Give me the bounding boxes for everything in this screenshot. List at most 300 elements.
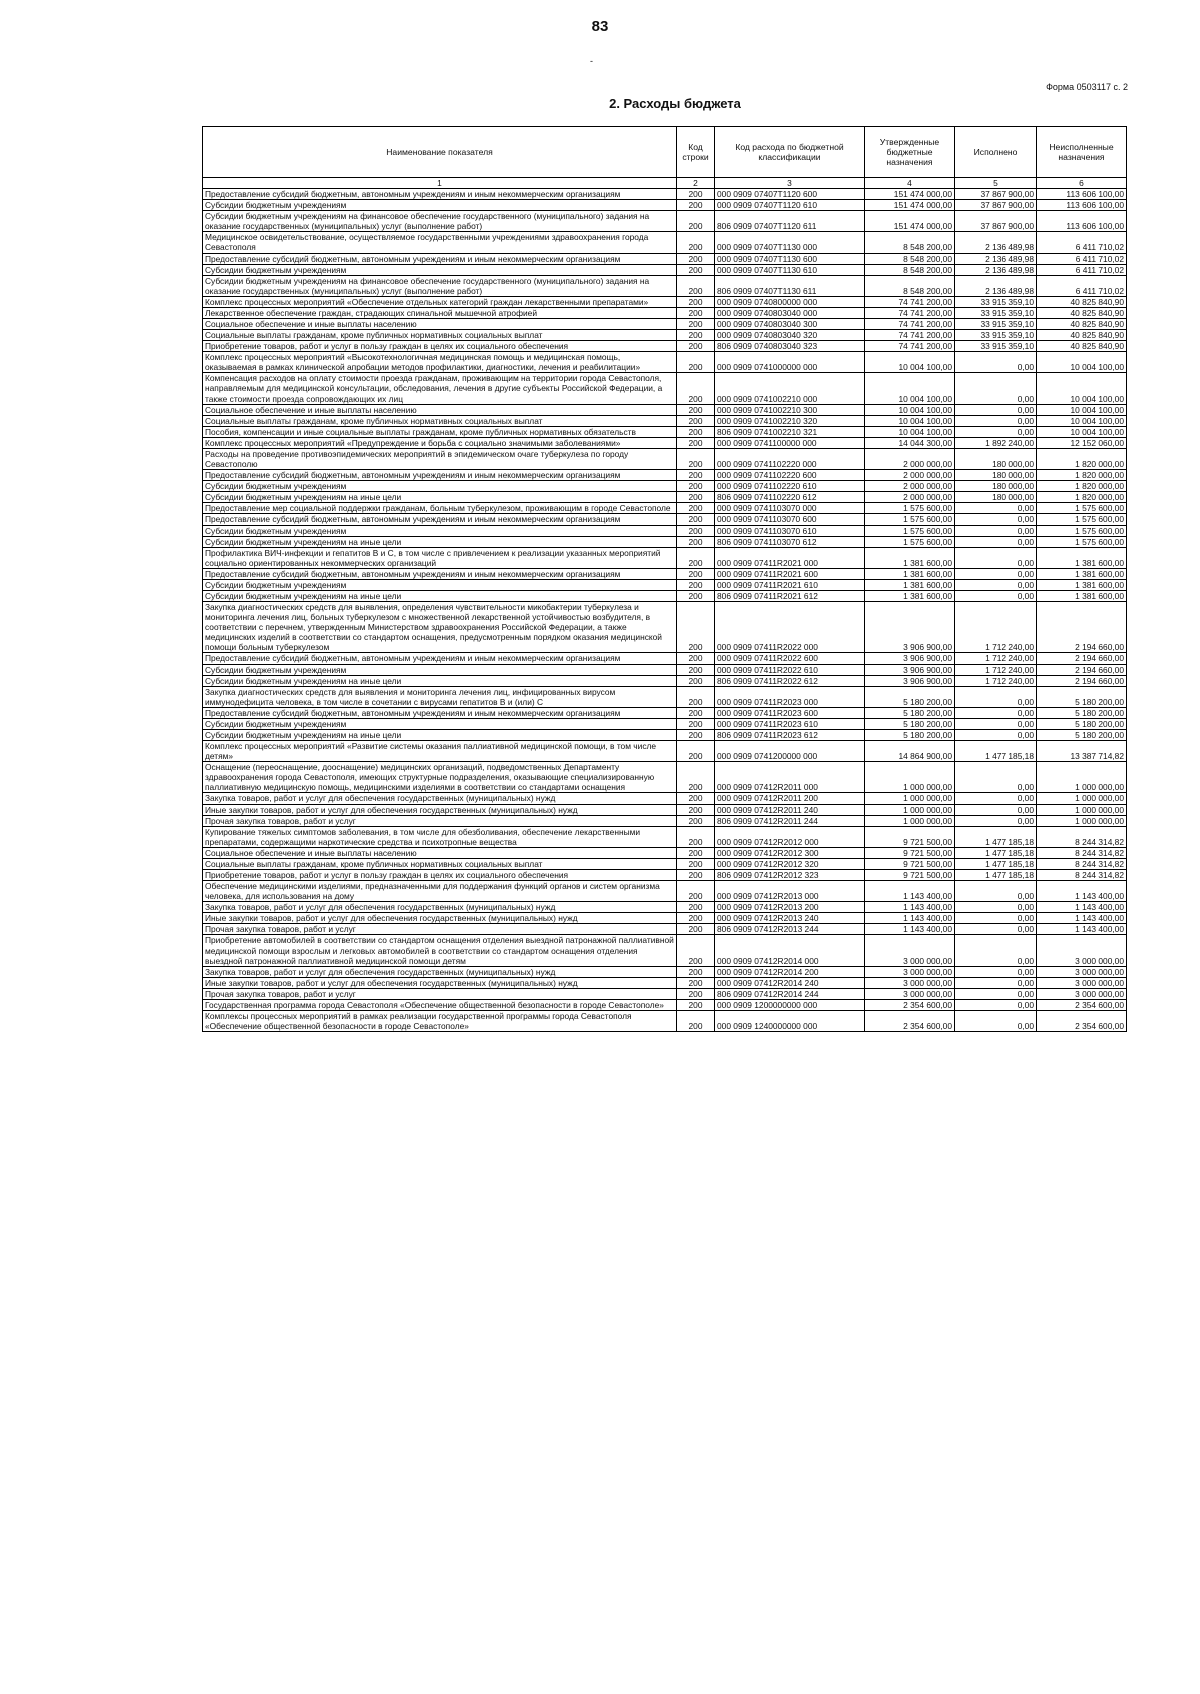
table-row xyxy=(203,232,1127,253)
row-line-code: 200 xyxy=(677,793,715,804)
row-unexecuted: 5 180 200,00 xyxy=(1037,686,1127,707)
row-line-code: 200 xyxy=(677,264,715,275)
row-approved: 10 004 100,00 xyxy=(865,415,955,426)
table-row xyxy=(203,448,1127,469)
row-classification-code: 000 0909 0741103070 000 xyxy=(715,503,865,514)
row-approved: 74 741 200,00 xyxy=(865,330,955,341)
row-executed: 1 892 240,00 xyxy=(955,437,1037,448)
row-executed: 0,00 xyxy=(955,913,1037,924)
row-line-code: 200 xyxy=(677,404,715,415)
row-unexecuted: 13 387 714,82 xyxy=(1037,741,1127,762)
row-name: Субсидии бюджетным учреждениям xyxy=(203,664,677,675)
row-name: Профилактика ВИЧ-инфекции и гепатитов В и С, в том числе с привлечением к реализации указанных мероприятий социально ориентированных некоммерческих организаций xyxy=(203,547,677,568)
table-row xyxy=(203,793,1127,804)
table-row xyxy=(203,470,1127,481)
row-name: Субсидии бюджетным учреждениям на иные цели xyxy=(203,590,677,601)
row-classification-code: 000 0909 07407Т1130 000 xyxy=(715,232,865,253)
table-row xyxy=(203,319,1127,330)
row-executed: 180 000,00 xyxy=(955,470,1037,481)
table-row xyxy=(203,568,1127,579)
table-row xyxy=(203,296,1127,307)
row-executed: 0,00 xyxy=(955,966,1037,977)
table-row xyxy=(203,729,1127,740)
row-unexecuted: 40 825 840,90 xyxy=(1037,341,1127,352)
row-executed: 0,00 xyxy=(955,547,1037,568)
row-approved: 1 381 600,00 xyxy=(865,579,955,590)
table-row xyxy=(203,977,1127,988)
row-name: Субсидии бюджетным учреждениям xyxy=(203,579,677,590)
row-name: Предоставление субсидий бюджетным, автономным учреждениям и иным некоммерческим организациям xyxy=(203,189,677,200)
row-unexecuted: 5 180 200,00 xyxy=(1037,707,1127,718)
row-executed: 1 712 240,00 xyxy=(955,664,1037,675)
row-unexecuted: 3 000 000,00 xyxy=(1037,988,1127,999)
row-line-code: 200 xyxy=(677,935,715,966)
row-classification-code: 000 0909 0741100000 000 xyxy=(715,437,865,448)
row-approved: 74 741 200,00 xyxy=(865,341,955,352)
table-row xyxy=(203,200,1127,211)
row-name: Субсидии бюджетным учреждениям xyxy=(203,481,677,492)
row-approved: 10 004 100,00 xyxy=(865,373,955,404)
row-unexecuted: 5 180 200,00 xyxy=(1037,718,1127,729)
row-executed: 0,00 xyxy=(955,762,1037,793)
row-approved: 1 143 400,00 xyxy=(865,881,955,902)
row-name: Комплекс процессных мероприятий «Развитие системы оказания паллиативной медицинской помощи, в том числе детям» xyxy=(203,741,677,762)
row-unexecuted: 1 000 000,00 xyxy=(1037,762,1127,793)
row-name: Субсидии бюджетным учреждениям xyxy=(203,525,677,536)
table-row xyxy=(203,503,1127,514)
row-classification-code: 000 0909 07412R2013 000 xyxy=(715,881,865,902)
row-approved: 3 000 000,00 xyxy=(865,977,955,988)
table-row xyxy=(203,264,1127,275)
table-row xyxy=(203,590,1127,601)
row-approved: 5 180 200,00 xyxy=(865,686,955,707)
row-unexecuted: 5 180 200,00 xyxy=(1037,729,1127,740)
row-executed: 0,00 xyxy=(955,536,1037,547)
row-approved: 74 741 200,00 xyxy=(865,296,955,307)
row-line-code: 200 xyxy=(677,847,715,858)
table-row xyxy=(203,536,1127,547)
row-approved: 9 721 500,00 xyxy=(865,847,955,858)
row-approved: 1 000 000,00 xyxy=(865,762,955,793)
row-executed: 180 000,00 xyxy=(955,481,1037,492)
row-approved: 10 004 100,00 xyxy=(865,352,955,373)
form-code: Форма 0503117 с. 2 xyxy=(1046,82,1128,92)
row-executed: 0,00 xyxy=(955,426,1037,437)
row-line-code: 200 xyxy=(677,189,715,200)
row-approved: 1 575 600,00 xyxy=(865,514,955,525)
row-classification-code: 000 0909 07411R2021 610 xyxy=(715,579,865,590)
row-name: Комплексы процессных мероприятий в рамках реализации государственной программы города Севастополя «Обеспечение общественной безопасности в городе Севастополе» xyxy=(203,1011,677,1032)
row-line-code: 200 xyxy=(677,590,715,601)
row-executed: 0,00 xyxy=(955,514,1037,525)
column-number: 2 xyxy=(677,178,715,189)
row-executed: 2 136 489,98 xyxy=(955,232,1037,253)
row-name: Предоставление субсидий бюджетным, автономным учреждениям и иным некоммерческим организациям xyxy=(203,653,677,664)
row-classification-code: 000 0909 0740803040 000 xyxy=(715,307,865,318)
row-classification-code: 000 0909 07412R2011 240 xyxy=(715,804,865,815)
table-row xyxy=(203,579,1127,590)
row-approved: 14 044 300,00 xyxy=(865,437,955,448)
row-line-code: 200 xyxy=(677,686,715,707)
row-line-code: 200 xyxy=(677,253,715,264)
row-name: Оснащение (переоснащение, дооснащение) медицинских организаций, подведомственных Департаменту здравоохранения города Севастополя, имеющих структурные подразделения, оказывающие специализированную паллиативную медицинскую помощь, медицинскими изделиями в соответствии со стандартами оснащения xyxy=(203,762,677,793)
row-line-code: 200 xyxy=(677,988,715,999)
row-line-code: 200 xyxy=(677,514,715,525)
row-classification-code: 000 0909 07412R2011 200 xyxy=(715,793,865,804)
row-approved: 1 575 600,00 xyxy=(865,503,955,514)
table-row xyxy=(203,870,1127,881)
row-unexecuted: 8 244 314,82 xyxy=(1037,847,1127,858)
row-executed: 2 136 489,98 xyxy=(955,275,1037,296)
row-line-code: 200 xyxy=(677,275,715,296)
row-executed: 0,00 xyxy=(955,686,1037,707)
table-row xyxy=(203,653,1127,664)
row-approved: 1 381 600,00 xyxy=(865,568,955,579)
row-line-code: 200 xyxy=(677,437,715,448)
row-executed: 1 477 185,18 xyxy=(955,826,1037,847)
row-executed: 1 477 185,18 xyxy=(955,870,1037,881)
row-executed: 37 867 900,00 xyxy=(955,211,1037,232)
table-row xyxy=(203,514,1127,525)
row-line-code: 200 xyxy=(677,307,715,318)
header-unexecuted: Неисполненные назначения xyxy=(1037,127,1127,178)
row-line-code: 200 xyxy=(677,232,715,253)
row-approved: 5 180 200,00 xyxy=(865,729,955,740)
row-approved: 3 906 900,00 xyxy=(865,675,955,686)
row-line-code: 200 xyxy=(677,815,715,826)
row-name: Субсидии бюджетным учреждениям на иные цели xyxy=(203,536,677,547)
row-line-code: 200 xyxy=(677,568,715,579)
table-row xyxy=(203,189,1127,200)
table-row xyxy=(203,858,1127,869)
row-classification-code: 000 0909 0741102220 600 xyxy=(715,470,865,481)
row-approved: 3 000 000,00 xyxy=(865,935,955,966)
page-mark: - xyxy=(590,56,593,66)
row-unexecuted: 12 152 060,00 xyxy=(1037,437,1127,448)
row-unexecuted: 40 825 840,90 xyxy=(1037,296,1127,307)
row-approved: 2 354 600,00 xyxy=(865,999,955,1010)
table-body xyxy=(203,189,1127,1032)
table-row xyxy=(203,815,1127,826)
row-unexecuted: 2 194 660,00 xyxy=(1037,675,1127,686)
row-name: Приобретение товаров, работ и услуг в пользу граждан в целях их социального обеспечения xyxy=(203,341,677,352)
row-approved: 8 548 200,00 xyxy=(865,275,955,296)
row-approved: 8 548 200,00 xyxy=(865,264,955,275)
row-approved: 3 906 900,00 xyxy=(865,602,955,653)
row-executed: 37 867 900,00 xyxy=(955,200,1037,211)
row-line-code: 200 xyxy=(677,547,715,568)
column-number-row xyxy=(203,178,1127,189)
row-classification-code: 000 0909 1240000000 000 xyxy=(715,1011,865,1032)
row-name: Прочая закупка товаров, работ и услуг xyxy=(203,815,677,826)
row-classification-code: 806 0909 07412R2011 244 xyxy=(715,815,865,826)
row-classification-code: 000 0909 07411R2021 600 xyxy=(715,568,865,579)
expenditure-table xyxy=(202,126,1127,1032)
table-row xyxy=(203,602,1127,653)
row-executed: 1 477 185,18 xyxy=(955,847,1037,858)
row-approved: 10 004 100,00 xyxy=(865,426,955,437)
header-classification-code: Код расхода по бюджетной классификации xyxy=(715,127,865,178)
row-classification-code: 806 0909 0741002210 321 xyxy=(715,426,865,437)
row-approved: 1 575 600,00 xyxy=(865,536,955,547)
row-line-code: 200 xyxy=(677,924,715,935)
row-unexecuted: 2 194 660,00 xyxy=(1037,664,1127,675)
row-executed: 33 915 359,10 xyxy=(955,319,1037,330)
row-executed: 2 136 489,98 xyxy=(955,253,1037,264)
table-row xyxy=(203,253,1127,264)
row-name: Расходы на проведение противоэпидемических мероприятий в эпидемическом очаге туберкулеза по городу Севастополю xyxy=(203,448,677,469)
row-classification-code: 000 0909 0741103070 600 xyxy=(715,514,865,525)
row-classification-code: 806 0909 07411R2021 612 xyxy=(715,590,865,601)
row-line-code: 200 xyxy=(677,200,715,211)
row-executed: 1 477 185,18 xyxy=(955,741,1037,762)
row-classification-code: 806 0909 07411R2023 612 xyxy=(715,729,865,740)
row-approved: 1 143 400,00 xyxy=(865,924,955,935)
row-line-code: 200 xyxy=(677,602,715,653)
row-classification-code: 000 0909 07411R2023 610 xyxy=(715,718,865,729)
row-classification-code: 000 0909 1200000000 000 xyxy=(715,999,865,1010)
row-name: Социальное обеспечение и иные выплаты населению xyxy=(203,847,677,858)
row-executed: 37 867 900,00 xyxy=(955,189,1037,200)
row-executed: 0,00 xyxy=(955,793,1037,804)
row-line-code: 200 xyxy=(677,741,715,762)
row-executed: 0,00 xyxy=(955,590,1037,601)
row-approved: 2 000 000,00 xyxy=(865,448,955,469)
row-unexecuted: 40 825 840,90 xyxy=(1037,330,1127,341)
row-unexecuted: 113 606 100,00 xyxy=(1037,211,1127,232)
table-row xyxy=(203,675,1127,686)
row-name: Иные закупки товаров, работ и услуг для обеспечения государственных (муниципальных) нужд xyxy=(203,913,677,924)
column-number: 5 xyxy=(955,178,1037,189)
row-line-code: 200 xyxy=(677,664,715,675)
row-unexecuted: 1 143 400,00 xyxy=(1037,924,1127,935)
row-executed: 1 712 240,00 xyxy=(955,675,1037,686)
row-classification-code: 000 0909 07407Т1130 610 xyxy=(715,264,865,275)
table-row xyxy=(203,847,1127,858)
row-name: Купирование тяжелых симптомов заболевания, в том числе для обезболивания, обеспечение лекарственными препаратами, содержащими наркотические средства и психотропные вещества xyxy=(203,826,677,847)
row-unexecuted: 2 354 600,00 xyxy=(1037,999,1127,1010)
row-unexecuted: 40 825 840,90 xyxy=(1037,319,1127,330)
row-executed: 0,00 xyxy=(955,815,1037,826)
table-row xyxy=(203,924,1127,935)
row-name: Комплекс процессных мероприятий «Обеспечение отдельных категорий граждан лекарственными препаратами» xyxy=(203,296,677,307)
row-name: Социальное обеспечение и иные выплаты населению xyxy=(203,404,677,415)
row-name: Закупка диагностических средств для выявления и мониторинга лечения лиц, инфицированных вирусом иммунодефицита человека, в том числе в сочетании с вирусами гепатитов В и (или) С xyxy=(203,686,677,707)
column-number: 3 xyxy=(715,178,865,189)
row-executed: 33 915 359,10 xyxy=(955,341,1037,352)
row-executed: 0,00 xyxy=(955,718,1037,729)
table-row xyxy=(203,686,1127,707)
table-row xyxy=(203,966,1127,977)
row-classification-code: 806 0909 0740803040 323 xyxy=(715,341,865,352)
row-executed: 1 477 185,18 xyxy=(955,858,1037,869)
row-approved: 1 575 600,00 xyxy=(865,525,955,536)
row-line-code: 200 xyxy=(677,902,715,913)
row-executed: 180 000,00 xyxy=(955,448,1037,469)
table-row xyxy=(203,718,1127,729)
row-unexecuted: 6 411 710,02 xyxy=(1037,253,1127,264)
row-name: Обеспечение медицинскими изделиями, предназначенными для поддержания функций органов и систем организма человека, для использования на дому xyxy=(203,881,677,902)
row-name: Предоставление мер социальной поддержки гражданам, больным туберкулезом, проживающим в городе Севастополе xyxy=(203,503,677,514)
row-classification-code: 000 0909 07411R2022 610 xyxy=(715,664,865,675)
row-unexecuted: 1 820 000,00 xyxy=(1037,470,1127,481)
row-line-code: 200 xyxy=(677,492,715,503)
row-executed: 0,00 xyxy=(955,579,1037,590)
row-name: Предоставление субсидий бюджетным, автономным учреждениям и иным некоммерческим организациям xyxy=(203,568,677,579)
row-unexecuted: 2 194 660,00 xyxy=(1037,653,1127,664)
row-unexecuted: 1 381 600,00 xyxy=(1037,547,1127,568)
table-row xyxy=(203,988,1127,999)
row-executed: 2 136 489,98 xyxy=(955,264,1037,275)
header-executed: Исполнено xyxy=(955,127,1037,178)
table-row xyxy=(203,804,1127,815)
row-line-code: 200 xyxy=(677,718,715,729)
table-row xyxy=(203,762,1127,793)
row-name: Субсидии бюджетным учреждениям на иные цели xyxy=(203,492,677,503)
row-line-code: 200 xyxy=(677,707,715,718)
row-classification-code: 000 0909 07411R2022 600 xyxy=(715,653,865,664)
row-name: Закупка товаров, работ и услуг для обеспечения государственных (муниципальных) нужд xyxy=(203,966,677,977)
row-unexecuted: 6 411 710,02 xyxy=(1037,275,1127,296)
row-classification-code: 806 0909 0741103070 612 xyxy=(715,536,865,547)
table-row xyxy=(203,426,1127,437)
row-executed: 0,00 xyxy=(955,707,1037,718)
row-approved: 2 354 600,00 xyxy=(865,1011,955,1032)
row-classification-code: 000 0909 0741102220 610 xyxy=(715,481,865,492)
header-approved: Утвержденные бюджетные назначения xyxy=(865,127,955,178)
row-executed: 0,00 xyxy=(955,902,1037,913)
row-executed: 0,00 xyxy=(955,352,1037,373)
column-number: 4 xyxy=(865,178,955,189)
row-name: Иные закупки товаров, работ и услуг для обеспечения государственных (муниципальных) нужд xyxy=(203,977,677,988)
row-line-code: 200 xyxy=(677,319,715,330)
table-row xyxy=(203,547,1127,568)
row-line-code: 200 xyxy=(677,503,715,514)
table-row xyxy=(203,913,1127,924)
row-approved: 1 143 400,00 xyxy=(865,902,955,913)
row-unexecuted: 10 004 100,00 xyxy=(1037,373,1127,404)
row-name: Социальные выплаты гражданам, кроме публичных нормативных социальных выплат xyxy=(203,330,677,341)
table-row xyxy=(203,826,1127,847)
table-row xyxy=(203,999,1127,1010)
row-classification-code: 806 0909 07412R2013 244 xyxy=(715,924,865,935)
row-name: Социальные выплаты гражданам, кроме публичных нормативных социальных выплат xyxy=(203,858,677,869)
row-name: Лекарственное обеспечение граждан, страдающих спинальной мышечной атрофией xyxy=(203,307,677,318)
row-approved: 9 721 500,00 xyxy=(865,870,955,881)
row-unexecuted: 1 575 600,00 xyxy=(1037,514,1127,525)
row-classification-code: 000 0909 0740803040 300 xyxy=(715,319,865,330)
row-approved: 1 381 600,00 xyxy=(865,590,955,601)
row-executed: 0,00 xyxy=(955,988,1037,999)
row-unexecuted: 10 004 100,00 xyxy=(1037,404,1127,415)
table-row xyxy=(203,307,1127,318)
row-name: Закупка товаров, работ и услуг для обеспечения государственных (муниципальных) нужд xyxy=(203,902,677,913)
table-row xyxy=(203,741,1127,762)
row-line-code: 200 xyxy=(677,826,715,847)
row-line-code: 200 xyxy=(677,296,715,307)
row-approved: 151 474 000,00 xyxy=(865,200,955,211)
row-name: Предоставление субсидий бюджетным, автономным учреждениям и иным некоммерческим организациям xyxy=(203,707,677,718)
row-unexecuted: 113 606 100,00 xyxy=(1037,200,1127,211)
row-executed: 0,00 xyxy=(955,404,1037,415)
table-row xyxy=(203,525,1127,536)
table-row xyxy=(203,275,1127,296)
row-line-code: 200 xyxy=(677,352,715,373)
row-line-code: 200 xyxy=(677,804,715,815)
row-approved: 1 000 000,00 xyxy=(865,793,955,804)
row-approved: 151 474 000,00 xyxy=(865,211,955,232)
row-classification-code: 000 0909 07411R2022 000 xyxy=(715,602,865,653)
row-executed: 33 915 359,10 xyxy=(955,330,1037,341)
row-line-code: 200 xyxy=(677,470,715,481)
row-classification-code: 000 0909 07412R2013 200 xyxy=(715,902,865,913)
row-classification-code: 000 0909 07412R2012 300 xyxy=(715,847,865,858)
row-executed: 1 712 240,00 xyxy=(955,602,1037,653)
table-row xyxy=(203,415,1127,426)
row-name: Социальное обеспечение и иные выплаты населению xyxy=(203,319,677,330)
row-executed: 33 915 359,10 xyxy=(955,296,1037,307)
row-executed: 0,00 xyxy=(955,415,1037,426)
row-classification-code: 000 0909 07412R2012 000 xyxy=(715,826,865,847)
row-executed: 0,00 xyxy=(955,373,1037,404)
row-unexecuted: 1 575 600,00 xyxy=(1037,536,1127,547)
row-classification-code: 000 0909 07412R2011 000 xyxy=(715,762,865,793)
row-unexecuted: 3 000 000,00 xyxy=(1037,966,1127,977)
page-number: 83 xyxy=(591,18,609,35)
table-row xyxy=(203,935,1127,966)
row-executed: 0,00 xyxy=(955,729,1037,740)
row-executed: 0,00 xyxy=(955,977,1037,988)
row-approved: 1 381 600,00 xyxy=(865,547,955,568)
row-line-code: 200 xyxy=(677,525,715,536)
row-line-code: 200 xyxy=(677,426,715,437)
row-approved: 9 721 500,00 xyxy=(865,826,955,847)
row-line-code: 200 xyxy=(677,870,715,881)
table-row xyxy=(203,492,1127,503)
row-classification-code: 000 0909 07412R2013 240 xyxy=(715,913,865,924)
row-classification-code: 000 0909 07412R2014 000 xyxy=(715,935,865,966)
row-unexecuted: 8 244 314,82 xyxy=(1037,870,1127,881)
row-classification-code: 000 0909 0741002210 300 xyxy=(715,404,865,415)
row-unexecuted: 10 004 100,00 xyxy=(1037,426,1127,437)
row-approved: 8 548 200,00 xyxy=(865,253,955,264)
row-line-code: 200 xyxy=(677,762,715,793)
row-approved: 74 741 200,00 xyxy=(865,319,955,330)
row-executed: 0,00 xyxy=(955,924,1037,935)
row-classification-code: 000 0909 0741200000 000 xyxy=(715,741,865,762)
row-name: Приобретение товаров, работ и услуг в пользу граждан в целях их социального обеспечения xyxy=(203,870,677,881)
row-unexecuted: 6 411 710,02 xyxy=(1037,232,1127,253)
row-classification-code: 806 0909 07407Т1130 611 xyxy=(715,275,865,296)
row-line-code: 200 xyxy=(677,913,715,924)
table-row xyxy=(203,341,1127,352)
row-classification-code: 000 0909 0741103070 610 xyxy=(715,525,865,536)
row-classification-code: 000 0909 0740803040 320 xyxy=(715,330,865,341)
row-line-code: 200 xyxy=(677,481,715,492)
row-unexecuted: 2 194 660,00 xyxy=(1037,602,1127,653)
row-line-code: 200 xyxy=(677,858,715,869)
row-name: Социальные выплаты гражданам, кроме публичных нормативных социальных выплат xyxy=(203,415,677,426)
row-name: Прочая закупка товаров, работ и услуг xyxy=(203,924,677,935)
row-unexecuted: 6 411 710,02 xyxy=(1037,264,1127,275)
row-approved: 2 000 000,00 xyxy=(865,470,955,481)
row-unexecuted: 1 575 600,00 xyxy=(1037,525,1127,536)
row-unexecuted: 1 381 600,00 xyxy=(1037,579,1127,590)
row-line-code: 200 xyxy=(677,373,715,404)
row-approved: 151 474 000,00 xyxy=(865,189,955,200)
table-row xyxy=(203,881,1127,902)
row-classification-code: 000 0909 07407Т1130 600 xyxy=(715,253,865,264)
